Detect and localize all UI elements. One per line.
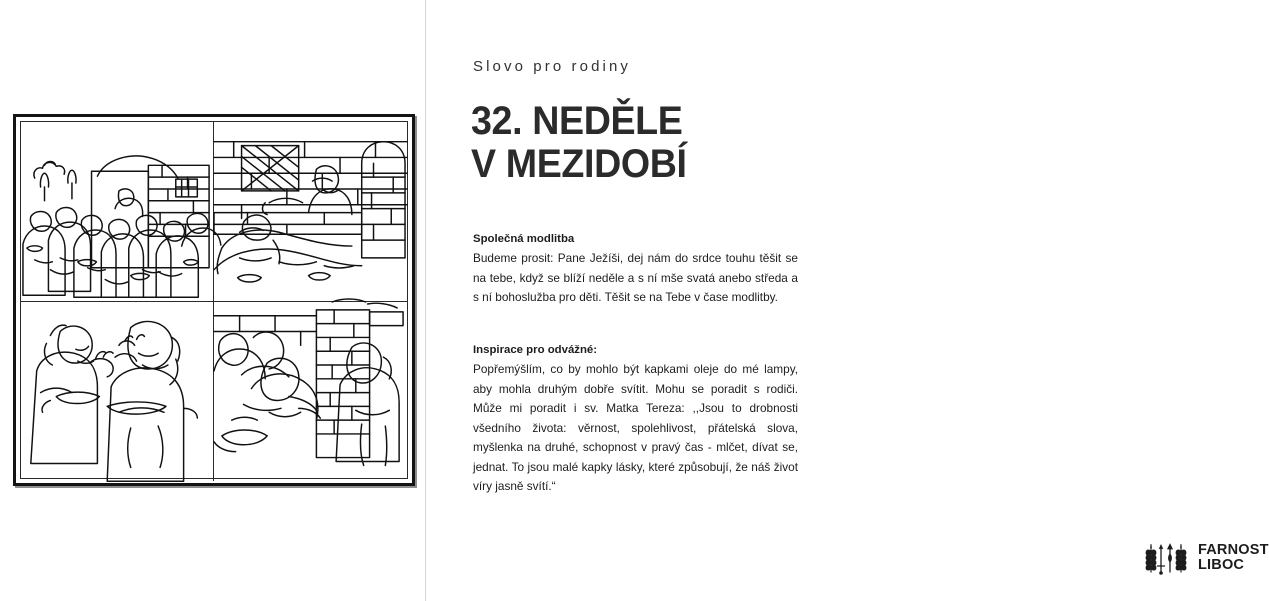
illustration-panel-sleeping-women bbox=[214, 122, 407, 302]
logo-text-line-2: LIBOC bbox=[1198, 557, 1245, 573]
illustration-panel-women-at-wall bbox=[214, 302, 407, 481]
panel-sleeping-drawing bbox=[214, 122, 407, 301]
page-title-line-1: 32. NEDĚLE bbox=[471, 99, 683, 143]
page-title-line-2: V MEZIDOBÍ bbox=[471, 142, 687, 186]
farnost-liboc-logo bbox=[1143, 538, 1269, 578]
section-prayer bbox=[473, 231, 798, 308]
panel-wall-drawing bbox=[214, 302, 407, 481]
logo-wordmark bbox=[1198, 543, 1269, 574]
panel-lamps-drawing bbox=[21, 302, 213, 481]
section-inspiration-body: Popřemýšlím, co by mohlo být kapkami oleje do mé lampy, aby mohla druhým dobře svítit. Mohu se poradit s rodiči. Může mi poradit i sv. Matka Tereza: ,,Jsou to drobnosti všedního života: věrnost, spolehlivost, přátelská slova, myšlenka na druhé, schopnost v pravý čas - mlčet, dívat se, jednat. To jsou malé kapky lásky, které způsobují, že náš život víry jasně svítí.“ bbox=[473, 362, 798, 493]
text-column bbox=[426, 0, 1269, 601]
page-title bbox=[471, 100, 809, 186]
panel-crowd-drawing bbox=[21, 122, 213, 301]
wheat-sword-arrow-icon bbox=[1143, 538, 1189, 578]
illustration-panel-crowd-outside-house bbox=[21, 122, 214, 302]
illustration-panel-grid bbox=[21, 122, 407, 478]
kicker-label: Slovo pro rodiny bbox=[473, 58, 631, 75]
section-prayer-body: Budeme prosit: Pane Ježíši, dej nám do srdce touhu těšit se na tebe, když se blíží neděle a s ní mše svatá anebo středa a s ní bohoslužba pro děti. Těšit se na Tebe v čase modlitby. bbox=[473, 251, 798, 304]
logo-text-line-1: FARNOST bbox=[1198, 541, 1269, 558]
section-prayer-heading: Společná modlitba bbox=[473, 233, 575, 245]
section-inspiration bbox=[473, 342, 798, 497]
illustration-column bbox=[0, 0, 425, 601]
section-inspiration-heading: Inspirace pro odvážné: bbox=[473, 344, 598, 356]
illustration-panel-two-women-with-lamps bbox=[21, 302, 214, 481]
illustration-canvas bbox=[20, 121, 408, 479]
illustration-frame bbox=[13, 114, 415, 486]
